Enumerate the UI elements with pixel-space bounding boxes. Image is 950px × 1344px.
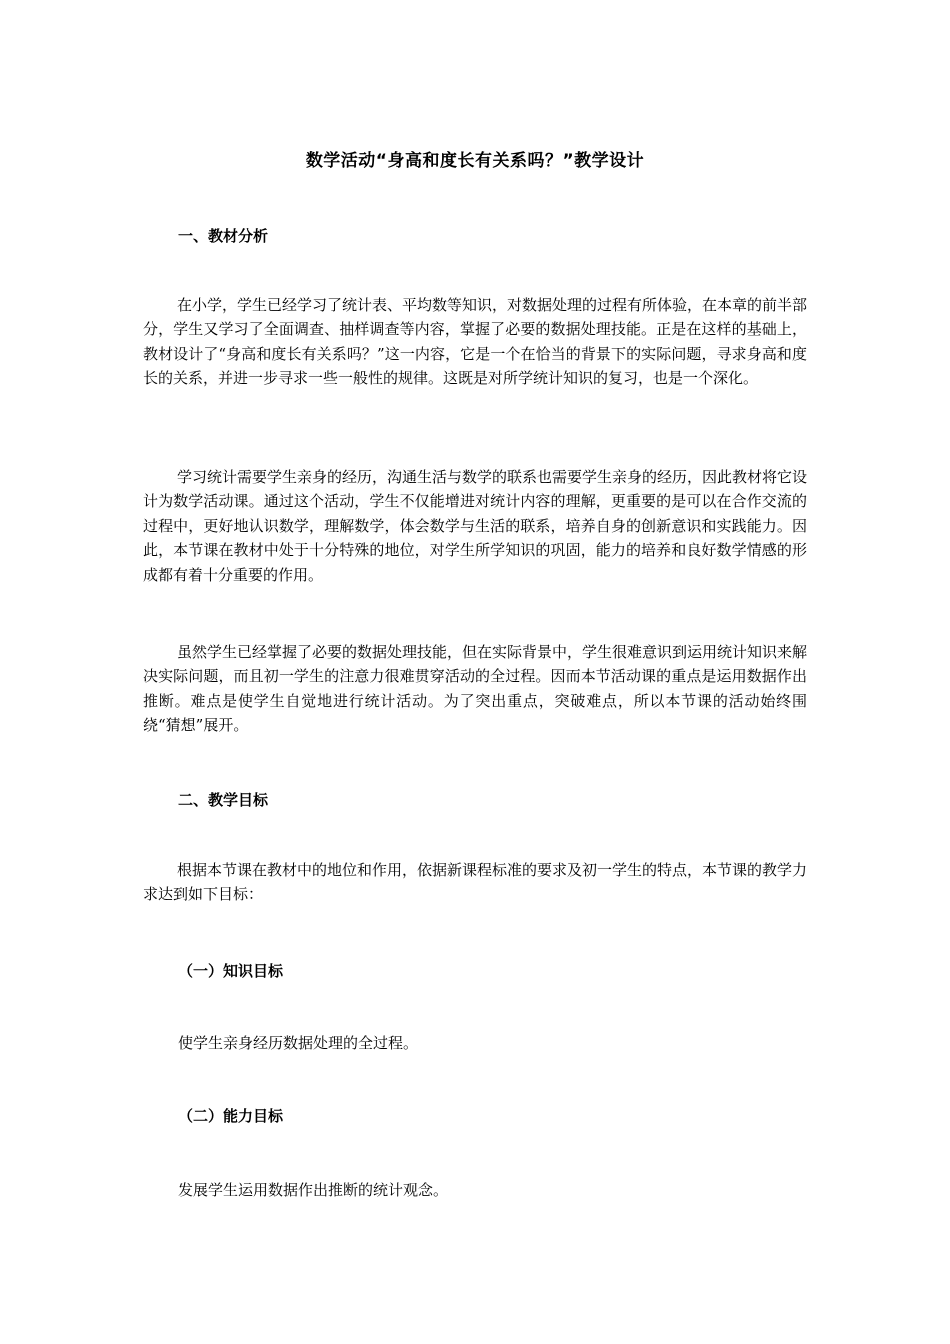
paragraph-analysis-1: 在小学，学生已经学习了统计表、平均数等知识，对数据处理的过程有所体验，在本章的前半部分，学生又学习了全面调查、抽样调查等内容，掌握了必要的数据处理技能。正是在这样的基础上，教材设计了“身高和度长有关系吗？”这一内容，它是一个在恰当的背景下的实际问题，寻求身高和度长的关系，并进一步寻求一些一般性的规律。这既是对所学统计知识的复习，也是一个深化。 [143,296,808,388]
paragraph-analysis-3: 虽然学生已经掌握了必要的数据处理技能，但在实际背景中，学生很难意识到运用统计知识来解决实际问题，而且初一学生的注意力很难贯穿活动的全过程。因而本节活动课的重点是运用数据作出推断。难点是使学生自觉地进行统计活动。为了突出重点，突破难点，所以本节课的活动始终围绕“猜想”展开。 [143,643,808,735]
document-title: 数学活动“身高和度长有关系吗？”教学设计 [305,151,645,171]
subheading-ability-goal: （二）能力目标 [178,1107,284,1125]
paragraph-analysis-2: 学习统计需要学生亲身的经历，沟通生活与数学的联系也需要学生亲身的经历，因此教材将它设计为数学活动课。通过这个活动，学生不仅能增进对统计内容的理解，更重要的是可以在合作交流的过程中，更好地认识数学，理解数学，体会数学与生活的联系，培养自身的创新意识和实践能力。因此，本节课在教材中处于十分特殊的地位，对学生所学知识的巩固，能力的培养和良好数学情感的形成都有着十分重要的作用。 [143,468,808,584]
subheading-knowledge-goal: （一）知识目标 [178,962,284,980]
paragraph-goals-intro: 根据本节课在教材中的地位和作用，依据新课程标准的要求及初一学生的特点，本节课的教学力求达到如下目标： [143,861,808,904]
knowledge-goal-text: 使学生亲身经历数据处理的全过程。 [178,1034,419,1052]
section-heading-analysis: 一、教材分析 [178,227,269,245]
ability-goal-text: 发展学生运用数据作出推断的统计观念。 [178,1181,449,1199]
section-heading-goals: 二、教学目标 [178,791,269,809]
